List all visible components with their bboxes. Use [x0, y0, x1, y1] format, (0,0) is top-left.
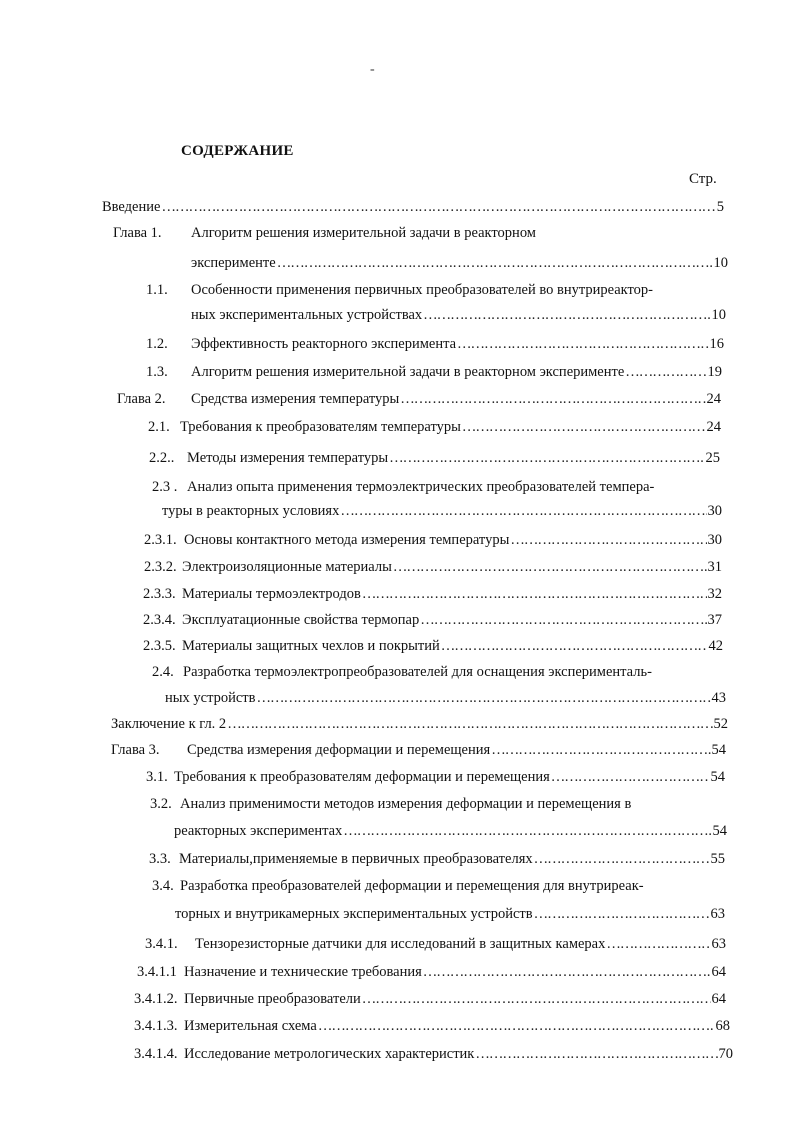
toc-entry-3-4-1-3[interactable] — [184, 1016, 730, 1036]
toc-entry-3-4-1-2[interactable] — [184, 989, 726, 1009]
toc-entry-1-2[interactable] — [191, 334, 724, 354]
toc-entry-title: Измерительная схема — [184, 1018, 317, 1034]
toc-entry-title: реакторных экспериментах — [174, 823, 343, 839]
toc-entry-3-4-1-4-number: 3.4.1.4. — [134, 1046, 178, 1062]
toc-entry-page: 54 — [712, 823, 727, 839]
toc-entry-3-4-title[interactable]: Разработка преобразователей деформации и перемещения для внутриреак- — [180, 878, 644, 894]
toc-entry-title: Введение — [102, 199, 161, 215]
toc-entry-3-4-number: 3.4. — [152, 878, 174, 894]
toc-entry-title: Материалы,применяемые в первичных преобразователях — [179, 851, 533, 867]
toc-entry-title: эксперименте — [191, 255, 276, 271]
toc-entry-title: Материалы термоэлектродов — [182, 586, 361, 602]
toc-entry-2-1-number: 2.1. — [148, 419, 170, 435]
leader-dots — [340, 501, 706, 521]
toc-entry-page: 24 — [706, 419, 721, 435]
leader-dots — [625, 362, 706, 382]
toc-entry-chapter-1-title[interactable]: Алгоритм решения измерительной задачи в реакторном — [191, 225, 536, 241]
toc-entry-3-4-1[interactable] — [195, 934, 726, 954]
toc-entry-title: Заключение к гл. 2 — [111, 716, 227, 732]
toc-entry-page: 10 — [711, 307, 726, 323]
toc-entry-2-2[interactable] — [187, 448, 720, 468]
toc-entry-page: 55 — [710, 851, 725, 867]
toc-entry-2-4-title[interactable]: Разработка термоэлектропреобразователей для оснащения эксперименталь- — [183, 664, 652, 680]
toc-entry-page: 30 — [707, 503, 722, 519]
leader-dots — [534, 849, 710, 869]
toc-entry-1-3-number: 1.3. — [146, 364, 168, 380]
leader-dots — [362, 584, 707, 604]
leader-dots — [441, 636, 708, 656]
toc-entry-page: 68 — [715, 1018, 730, 1034]
leader-dots — [606, 934, 710, 954]
toc-entry-3-2-number: 3.2. — [150, 796, 172, 812]
toc-entry-title: ных устройств — [165, 690, 256, 706]
toc-entry-1-1-cont[interactable] — [191, 305, 726, 325]
toc-entry-2-1[interactable] — [180, 417, 721, 437]
leader-dots — [491, 740, 710, 760]
toc-entry-2-3-2[interactable] — [182, 557, 722, 577]
leader-dots — [389, 448, 704, 468]
toc-entry-page: 43 — [711, 690, 726, 706]
toc-entry-title: торных и внутрикамерных экспериментальных устройств — [175, 906, 533, 922]
toc-entry-page: 54 — [710, 769, 725, 785]
toc-entry-page: 10 — [713, 255, 728, 271]
toc-entry-title: Требования к преобразователям деформации и перемещения — [174, 769, 550, 785]
toc-entry-2-3-4-number: 2.3.4. — [143, 612, 176, 628]
toc-entry-2-3-3-number: 2.3.3. — [143, 586, 176, 602]
toc-entry-page: 42 — [708, 638, 723, 654]
leader-dots — [393, 557, 707, 577]
toc-entry-title: Средства измерения деформации и перемещения — [187, 742, 491, 758]
toc-entry-page: 31 — [707, 559, 722, 575]
toc-entry-page: 25 — [705, 450, 720, 466]
toc-entry-2-3-5[interactable] — [182, 636, 723, 656]
toc-entry-3-4-1-3-number: 3.4.1.3. — [134, 1018, 178, 1034]
leader-dots — [400, 389, 705, 409]
toc-entry-2-3-1-number: 2.3.1. — [144, 532, 177, 548]
toc-entry-2-4-number: 2.4. — [152, 664, 174, 680]
toc-entry-page: 64 — [711, 964, 726, 980]
toc-entry-1-1-title[interactable]: Особенности применения первичных преобразователей во внутриреактор- — [191, 282, 654, 298]
toc-entry-2-3-2-number: 2.3.2. — [144, 559, 177, 575]
toc-entry-2-3-1[interactable] — [184, 530, 722, 550]
toc-entry-2-3-cont[interactable] — [162, 501, 722, 521]
toc-entry-title: туры в реакторных условиях — [162, 503, 340, 519]
scan-mark: - — [370, 62, 375, 77]
page-column-label: Стр. — [689, 171, 717, 187]
toc-entry-2-4-cont[interactable] — [165, 688, 726, 708]
toc-entry-3-3-number: 3.3. — [149, 851, 171, 867]
toc-entry-page: 37 — [707, 612, 722, 628]
toc-entry-2-2-number: 2.2.. — [149, 450, 175, 466]
toc-entry-1-1-number: 1.1. — [146, 282, 168, 298]
toc-entry-2-3-4[interactable] — [182, 610, 722, 630]
toc-entry-title: Тензорезисторные датчики для исследований в защитных камерах — [195, 936, 606, 952]
toc-entry-title: Электроизоляционные материалы — [182, 559, 392, 575]
toc-entry-page: 19 — [707, 364, 722, 380]
toc-entry-3-4-1-4[interactable] — [184, 1044, 733, 1064]
toc-entry-3-4-1-2-number: 3.4.1.2. — [134, 991, 178, 1007]
toc-entry-page: 64 — [711, 991, 726, 1007]
toc-entry-chapter-2-number: Глава 2. — [117, 391, 166, 407]
leader-dots — [510, 530, 706, 550]
toc-entry-chapter-3-number: Глава 3. — [111, 742, 160, 758]
toc-entry-1-2-number: 1.2. — [146, 336, 168, 352]
toc-entry-title: ных экспериментальных устройствах — [191, 307, 423, 323]
toc-entry-3-1[interactable] — [174, 767, 725, 787]
page-title: СОДЕРЖАНИЕ — [181, 143, 294, 159]
leader-dots — [423, 305, 710, 325]
toc-entry-title: Алгоритм решения измерительной задачи в реакторном эксперименте — [191, 364, 625, 380]
leader-dots — [551, 767, 710, 787]
toc-entry-1-3[interactable] — [191, 362, 722, 382]
leader-dots — [343, 821, 711, 841]
leader-dots — [277, 253, 713, 273]
leader-dots — [362, 989, 711, 1009]
toc-entry-3-4-1-1[interactable] — [184, 962, 726, 982]
toc-entry-page: 63 — [711, 936, 726, 952]
toc-entry-chapter-2[interactable] — [191, 389, 721, 409]
toc-entry-3-1-number: 3.1. — [146, 769, 168, 785]
toc-entry-title: Эксплуатационные свойства термопар — [182, 612, 420, 628]
toc-entry-page: 52 — [713, 716, 728, 732]
leader-dots — [423, 962, 711, 982]
leader-dots — [227, 714, 712, 734]
toc-entry-3-4-1-1-number: 3.4.1.1 — [137, 964, 177, 980]
toc-entry-2-3-5-number: 2.3.5. — [143, 638, 176, 654]
leader-dots — [161, 197, 715, 217]
toc-entry-page: 16 — [709, 336, 724, 352]
toc-entry-chapter-1-cont[interactable] — [191, 253, 728, 273]
leader-dots — [534, 904, 710, 924]
leader-dots — [462, 417, 706, 437]
toc-entry-page: 70 — [718, 1046, 733, 1062]
toc-entry-page: 5 — [716, 199, 724, 215]
leader-dots — [420, 610, 706, 630]
toc-entry-title: Назначение и технические требования — [184, 964, 422, 980]
toc-entry-title: Исследование метрологических характеристик — [184, 1046, 475, 1062]
leader-dots — [457, 334, 708, 354]
toc-entry-3-2-cont[interactable] — [174, 821, 727, 841]
toc-entry-title: Требования к преобразователям температуры — [180, 419, 461, 435]
toc-entry-2-3-number: 2.3 . — [152, 479, 178, 495]
toc-entry-2-3-3[interactable] — [182, 584, 722, 604]
toc-entry-2-3-title[interactable]: Анализ опыта применения термоэлектрических преобразователей темпера- — [187, 479, 655, 495]
toc-entry-3-2-title[interactable]: Анализ применимости методов измерения деформации и перемещения в — [180, 796, 632, 812]
toc-entry-introduction[interactable] — [102, 197, 724, 217]
toc-entry-3-4-1-number: 3.4.1. — [145, 936, 178, 952]
leader-dots — [475, 1044, 717, 1064]
toc-entry-title: Средства измерения температуры — [191, 391, 400, 407]
toc-entry-title: Первичные преобразователи — [184, 991, 361, 1007]
toc-entry-chapter-3[interactable] — [187, 740, 726, 760]
toc-entry-page: 24 — [706, 391, 721, 407]
toc-entry-chapter-1-number: Глава 1. — [113, 225, 162, 241]
toc-entry-page: 63 — [710, 906, 725, 922]
toc-entry-3-4-cont[interactable] — [175, 904, 725, 924]
toc-entry-title: Эффективность реакторного эксперимента — [191, 336, 457, 352]
toc-entry-conclusion-ch2[interactable] — [111, 714, 728, 734]
toc-entry-title: Материалы защитных чехлов и покрытий — [182, 638, 440, 654]
leader-dots — [318, 1016, 715, 1036]
toc-entry-title: Методы измерения температуры — [187, 450, 389, 466]
toc-entry-page: 54 — [711, 742, 726, 758]
toc-entry-page: 32 — [707, 586, 722, 602]
toc-entry-title: Основы контактного метода измерения температуры — [184, 532, 510, 548]
leader-dots — [256, 688, 710, 708]
toc-entry-page: 30 — [707, 532, 722, 548]
toc-entry-3-3[interactable] — [179, 849, 725, 869]
